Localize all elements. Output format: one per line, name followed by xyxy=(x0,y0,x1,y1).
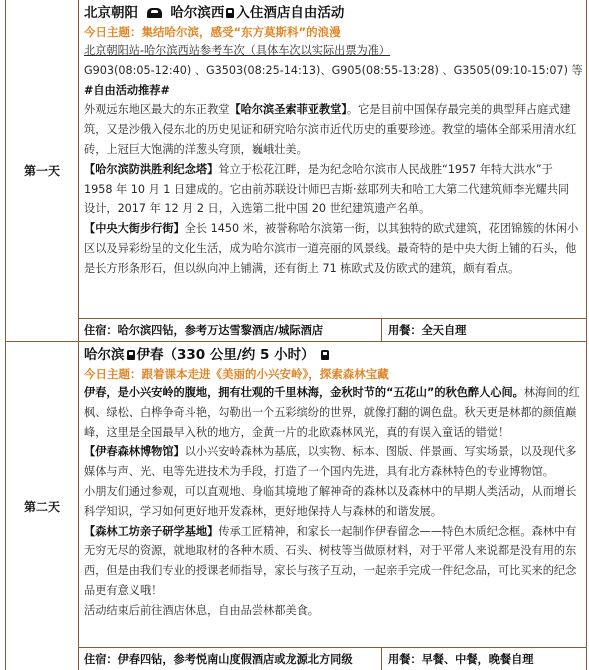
day1-p2-body: 耸立于松花江畔，是为纪念哈尔滨市人民战胜“1957 年特大洪水”于 1958 年 10 月 1 日建成的。它由前苏联设计师巴吉斯·兹耶列夫和哈工大第二代建筑师李光耀共同设计，2017 年 12 月 2 日，入选第二批中国 20 世纪建筑遗产名单。 xyxy=(84,162,570,216)
day1-p1-body: 。它是目前中国保存最完美的典型拜占庭式建筑，又是沙俄入侵东北的历史见证和研究哈尔滨市近代历史的重要珍迹。教堂的墙体全部采用清水红砖，上冠巨大饱满的洋葱头穹顶，巍峨壮美。 xyxy=(84,103,577,156)
train-icon xyxy=(321,350,329,360)
day2-paragraph-rest: 活动结束后前往酒店休息，自由品尝林都美食。 xyxy=(84,603,319,617)
day2-p4-highlight: 【森林工坊亲子研学基地】 xyxy=(84,524,219,538)
day1-theme: 今日主题：集结哈尔滨，感受“东方莫斯科”的浪漫 xyxy=(84,25,341,39)
day2-title xyxy=(84,345,580,365)
day2-paragraph-visit: 小朋友们通过参观，可以直观地、身临其境地了解神奇的森林以及森林中的早期人类活动，从而增长科学知识，学习如何更好地开发森林，更好地保持人与森林的和谐发展。 xyxy=(84,484,577,518)
day2-p2-highlight: 【伊春森林博物馆】 xyxy=(84,445,185,459)
day1-title-origin: 北京朝阳 xyxy=(84,5,138,21)
day2-footer xyxy=(78,647,586,670)
car-icon xyxy=(147,8,162,18)
day1-p3-body: 全长 1450 米，被誉称哈尔滨第一街，以其独特的欧式建筑，花团锦簇的休闲小区以及异彩纷呈的文化生活，成为哈尔滨市一道亮丽的风景线。最奇特的是中央大街上铺的石头，他是长方形条形石，但以纵向冲上铺满，还有街上 71 栋欧式及仿欧式的建筑，颇有看点。 xyxy=(84,222,579,275)
day2-title-destination: 伊春（330 公里/约 5 小时） xyxy=(136,347,315,363)
day1-row xyxy=(6,0,586,342)
day1-paragraph-central-street xyxy=(84,219,580,278)
day2-paragraph-workshop xyxy=(84,522,580,601)
day2-p1-highlight: 伊春，是小兴安岭的腹地，拥有壮观的千里林海，金秋时节的“五花山”的秋色醉人心间。 xyxy=(84,386,524,399)
day1-title-activity: 入住酒店自由活动 xyxy=(236,5,345,21)
day2-p4-body: 传承工匠精神，和家长一起制作伊春留念——特色木质纪念框。森林中有无穷无尽的资源，就地取材的各种木质、石头、树枝等当做原材料，对于平常人来说都是没有用的东西，但是由我们专业的授课老师指导，家长与孩子互动，一起亲手完成一件纪念品，可比买来的纪念品更有意义哦！ xyxy=(84,524,577,597)
itinerary-table xyxy=(5,0,587,670)
train-icon xyxy=(127,350,135,360)
day2-paragraph-yichun xyxy=(84,383,580,442)
day2-stay: 住宿：伊春四钻，参考悦南山度假酒店或龙源北方同级 xyxy=(84,653,353,666)
day2-theme: 今日主题：跟着课本走进《美丽的小兴安岭》，探索森林宝藏 xyxy=(84,367,389,381)
day1-meal: 用餐：全天自理 xyxy=(381,319,586,341)
day1-paragraph-flood-tower xyxy=(84,160,580,219)
day1-p1-intro: 外观远东地区最大的东正教堂 xyxy=(84,103,230,117)
day1-train-list: G903(08:05-12:40) 、G3503(08:25-14:13)、G905(08:55-13:28) 、G3505(09:10-15:07) 等 xyxy=(84,63,583,77)
day1-free-heading: #自由活动推荐# xyxy=(84,83,170,97)
day2-p2-body: 以小兴安岭森林为基底，以实物、标本、图版、伴景画、写实场景，以及现代多媒体与声、光、电等先进技术为手段，打造了一个国内先进，具有北方森林特色的专业博物馆。 xyxy=(84,445,577,479)
day1-p1-highlight: 【哈尔滨圣索菲亚教堂】 xyxy=(229,103,347,117)
train-icon xyxy=(226,8,234,18)
day1-paragraph-cathedral xyxy=(84,100,580,159)
day1-p2-highlight: 【哈尔滨防洪胜利纪念塔】 xyxy=(84,162,219,176)
day2-title-origin: 哈尔滨 xyxy=(84,347,125,363)
day1-stay: 住宿：哈尔滨四钻，参考万达雪黎酒店/城际酒店 xyxy=(84,324,324,337)
day2-label: 第二天 xyxy=(23,499,60,514)
day1-content xyxy=(78,0,586,341)
day1-train-note: 北京朝阳站-哈尔滨西站参考车次（具体车次以实际出票为准） xyxy=(84,44,391,57)
day2-label-cell xyxy=(6,342,79,670)
day1-title xyxy=(84,3,580,23)
day1-label-cell xyxy=(6,0,79,341)
day1-footer xyxy=(78,318,586,341)
day2-row xyxy=(6,342,586,670)
day2-content xyxy=(78,342,586,670)
day1-title-destination: 哈尔滨西 xyxy=(170,5,225,21)
day2-p1-body: 林海间的红枫、绿松、白桦争奇斗艳，勾勒出一个五彩缤纷的世界，就像打翻的调色盘。秋天更是林都的颜值巅峰，这里是全国最早入秋的地方，金黄一片的北欧森林风光，真的有误入童话的错觉！ xyxy=(84,386,580,439)
day1-p3-highlight: 【中央大街步行街】 xyxy=(84,222,185,236)
day2-meal: 用餐：早餐、中餐，晚餐自理 xyxy=(381,648,586,670)
day1-label: 第一天 xyxy=(23,164,60,178)
day2-paragraph-museum xyxy=(84,442,580,482)
